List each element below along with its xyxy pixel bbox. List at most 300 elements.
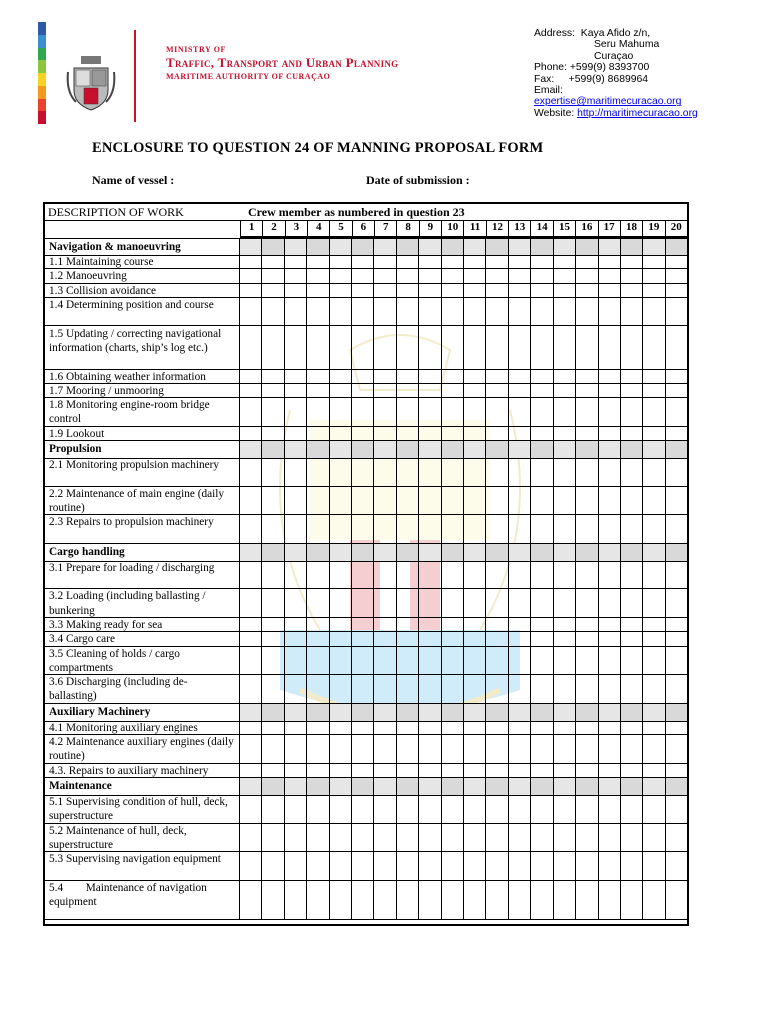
crew-assignment-cell[interactable] [261,254,283,268]
crew-assignment-cell[interactable] [553,457,575,486]
crew-assignment-cell[interactable] [351,734,373,763]
crew-assignment-cell[interactable] [240,560,261,589]
crew-assignment-cell[interactable] [620,851,642,880]
crew-assignment-cell[interactable] [418,397,440,426]
crew-assignment-cell[interactable] [665,268,687,282]
crew-assignment-cell[interactable] [575,560,597,589]
crew-assignment-cell[interactable] [665,646,687,675]
crew-assignment-cell[interactable] [598,268,620,282]
crew-assignment-cell[interactable] [329,588,351,617]
crew-assignment-cell[interactable] [306,254,328,268]
crew-assignment-cell[interactable] [642,720,664,734]
crew-assignment-cell[interactable] [620,383,642,397]
crew-assignment-cell[interactable] [441,283,463,297]
crew-assignment-cell[interactable] [485,880,507,919]
crew-assignment-cell[interactable] [418,514,440,543]
crew-assignment-cell[interactable] [351,560,373,589]
crew-assignment-cell[interactable] [463,617,485,631]
crew-assignment-cell[interactable] [351,254,373,268]
crew-assignment-cell[interactable] [620,268,642,282]
crew-assignment-cell[interactable] [441,720,463,734]
crew-assignment-cell[interactable] [261,674,283,703]
crew-assignment-cell[interactable] [329,283,351,297]
crew-assignment-cell[interactable] [508,297,530,326]
crew-assignment-cell[interactable] [642,617,664,631]
crew-assignment-cell[interactable] [665,297,687,326]
crew-assignment-cell[interactable] [418,851,440,880]
crew-assignment-cell[interactable] [642,326,664,369]
crew-assignment-cell[interactable] [240,486,261,515]
crew-assignment-cell[interactable] [485,674,507,703]
crew-assignment-cell[interactable] [396,674,418,703]
crew-assignment-cell[interactable] [642,560,664,589]
crew-assignment-cell[interactable] [575,646,597,675]
crew-assignment-cell[interactable] [553,383,575,397]
crew-assignment-cell[interactable] [373,369,395,383]
crew-assignment-cell[interactable] [418,426,440,440]
crew-assignment-cell[interactable] [306,457,328,486]
crew-assignment-cell[interactable] [530,397,552,426]
crew-assignment-cell[interactable] [508,880,530,919]
crew-assignment-cell[interactable] [575,588,597,617]
crew-assignment-cell[interactable] [575,254,597,268]
crew-assignment-cell[interactable] [351,283,373,297]
crew-assignment-cell[interactable] [418,794,440,823]
crew-assignment-cell[interactable] [261,617,283,631]
crew-assignment-cell[interactable] [508,720,530,734]
crew-assignment-cell[interactable] [306,880,328,919]
crew-assignment-cell[interactable] [396,297,418,326]
crew-assignment-cell[interactable] [530,617,552,631]
crew-assignment-cell[interactable] [642,383,664,397]
crew-assignment-cell[interactable] [530,457,552,486]
crew-assignment-cell[interactable] [351,369,373,383]
crew-assignment-cell[interactable] [620,397,642,426]
crew-assignment-cell[interactable] [284,383,306,397]
crew-assignment-cell[interactable] [485,646,507,675]
crew-assignment-cell[interactable] [329,326,351,369]
crew-assignment-cell[interactable] [396,851,418,880]
crew-assignment-cell[interactable] [485,794,507,823]
crew-assignment-cell[interactable] [284,823,306,852]
crew-assignment-cell[interactable] [284,588,306,617]
crew-assignment-cell[interactable] [508,631,530,645]
crew-assignment-cell[interactable] [665,880,687,919]
crew-assignment-cell[interactable] [642,268,664,282]
crew-assignment-cell[interactable] [642,514,664,543]
crew-assignment-cell[interactable] [373,617,395,631]
crew-assignment-cell[interactable] [351,426,373,440]
crew-assignment-cell[interactable] [642,646,664,675]
crew-assignment-cell[interactable] [306,369,328,383]
crew-assignment-cell[interactable] [553,851,575,880]
crew-assignment-cell[interactable] [665,369,687,383]
crew-assignment-cell[interactable] [240,734,261,763]
crew-assignment-cell[interactable] [598,397,620,426]
crew-assignment-cell[interactable] [508,383,530,397]
crew-assignment-cell[interactable] [642,588,664,617]
crew-assignment-cell[interactable] [530,823,552,852]
crew-assignment-cell[interactable] [418,646,440,675]
crew-assignment-cell[interactable] [373,734,395,763]
crew-assignment-cell[interactable] [418,283,440,297]
crew-assignment-cell[interactable] [351,486,373,515]
crew-assignment-cell[interactable] [598,720,620,734]
crew-assignment-cell[interactable] [261,823,283,852]
crew-assignment-cell[interactable] [485,383,507,397]
crew-assignment-cell[interactable] [530,326,552,369]
crew-assignment-cell[interactable] [665,397,687,426]
crew-assignment-cell[interactable] [575,369,597,383]
crew-assignment-cell[interactable] [418,674,440,703]
crew-assignment-cell[interactable] [485,369,507,383]
crew-assignment-cell[interactable] [329,823,351,852]
crew-assignment-cell[interactable] [396,268,418,282]
crew-assignment-cell[interactable] [463,426,485,440]
crew-assignment-cell[interactable] [306,426,328,440]
crew-assignment-cell[interactable] [665,514,687,543]
crew-assignment-cell[interactable] [575,617,597,631]
crew-assignment-cell[interactable] [665,763,687,777]
crew-assignment-cell[interactable] [665,486,687,515]
crew-assignment-cell[interactable] [575,851,597,880]
crew-assignment-cell[interactable] [642,763,664,777]
crew-assignment-cell[interactable] [329,720,351,734]
crew-assignment-cell[interactable] [284,674,306,703]
crew-assignment-cell[interactable] [306,268,328,282]
crew-assignment-cell[interactable] [240,794,261,823]
crew-assignment-cell[interactable] [418,326,440,369]
crew-assignment-cell[interactable] [329,631,351,645]
crew-assignment-cell[interactable] [261,326,283,369]
crew-assignment-cell[interactable] [598,794,620,823]
crew-assignment-cell[interactable] [284,486,306,515]
crew-assignment-cell[interactable] [441,617,463,631]
crew-assignment-cell[interactable] [530,268,552,282]
crew-assignment-cell[interactable] [620,720,642,734]
crew-assignment-cell[interactable] [329,674,351,703]
crew-assignment-cell[interactable] [553,426,575,440]
crew-assignment-cell[interactable] [329,880,351,919]
crew-assignment-cell[interactable] [329,297,351,326]
crew-assignment-cell[interactable] [351,646,373,675]
crew-assignment-cell[interactable] [396,457,418,486]
crew-assignment-cell[interactable] [553,720,575,734]
crew-assignment-cell[interactable] [396,794,418,823]
crew-assignment-cell[interactable] [240,254,261,268]
crew-assignment-cell[interactable] [485,283,507,297]
crew-assignment-cell[interactable] [261,457,283,486]
crew-assignment-cell[interactable] [553,297,575,326]
crew-assignment-cell[interactable] [373,268,395,282]
crew-assignment-cell[interactable] [306,397,328,426]
crew-assignment-cell[interactable] [261,794,283,823]
crew-assignment-cell[interactable] [620,486,642,515]
crew-assignment-cell[interactable] [240,763,261,777]
crew-assignment-cell[interactable] [463,674,485,703]
crew-assignment-cell[interactable] [240,720,261,734]
crew-assignment-cell[interactable] [441,851,463,880]
crew-assignment-cell[interactable] [306,326,328,369]
crew-assignment-cell[interactable] [329,514,351,543]
crew-assignment-cell[interactable] [620,734,642,763]
crew-assignment-cell[interactable] [530,560,552,589]
crew-assignment-cell[interactable] [351,397,373,426]
crew-assignment-cell[interactable] [284,631,306,645]
crew-assignment-cell[interactable] [284,646,306,675]
crew-assignment-cell[interactable] [642,880,664,919]
crew-assignment-cell[interactable] [463,851,485,880]
crew-assignment-cell[interactable] [665,851,687,880]
crew-assignment-cell[interactable] [575,326,597,369]
crew-assignment-cell[interactable] [261,880,283,919]
crew-assignment-cell[interactable] [508,646,530,675]
crew-assignment-cell[interactable] [351,297,373,326]
crew-assignment-cell[interactable] [665,326,687,369]
crew-assignment-cell[interactable] [396,397,418,426]
crew-assignment-cell[interactable] [508,426,530,440]
crew-assignment-cell[interactable] [441,457,463,486]
crew-assignment-cell[interactable] [463,560,485,589]
crew-assignment-cell[interactable] [240,383,261,397]
crew-assignment-cell[interactable] [575,486,597,515]
crew-assignment-cell[interactable] [575,514,597,543]
crew-assignment-cell[interactable] [306,560,328,589]
crew-assignment-cell[interactable] [284,297,306,326]
crew-assignment-cell[interactable] [508,514,530,543]
crew-assignment-cell[interactable] [665,254,687,268]
crew-assignment-cell[interactable] [329,851,351,880]
crew-assignment-cell[interactable] [508,326,530,369]
crew-assignment-cell[interactable] [396,720,418,734]
crew-assignment-cell[interactable] [441,763,463,777]
crew-assignment-cell[interactable] [575,794,597,823]
crew-assignment-cell[interactable] [485,631,507,645]
crew-assignment-cell[interactable] [373,254,395,268]
crew-assignment-cell[interactable] [373,560,395,589]
crew-assignment-cell[interactable] [373,283,395,297]
crew-assignment-cell[interactable] [396,283,418,297]
crew-assignment-cell[interactable] [508,588,530,617]
crew-assignment-cell[interactable] [373,631,395,645]
crew-assignment-cell[interactable] [373,763,395,777]
crew-assignment-cell[interactable] [418,631,440,645]
crew-assignment-cell[interactable] [441,383,463,397]
crew-assignment-cell[interactable] [665,823,687,852]
crew-assignment-cell[interactable] [553,560,575,589]
crew-assignment-cell[interactable] [553,369,575,383]
crew-assignment-cell[interactable] [553,326,575,369]
crew-assignment-cell[interactable] [508,486,530,515]
crew-assignment-cell[interactable] [351,588,373,617]
crew-assignment-cell[interactable] [261,283,283,297]
crew-assignment-cell[interactable] [530,851,552,880]
crew-assignment-cell[interactable] [485,297,507,326]
crew-assignment-cell[interactable] [306,823,328,852]
crew-assignment-cell[interactable] [240,631,261,645]
crew-assignment-cell[interactable] [463,397,485,426]
crew-assignment-cell[interactable] [463,588,485,617]
crew-assignment-cell[interactable] [351,794,373,823]
crew-assignment-cell[interactable] [575,397,597,426]
crew-assignment-cell[interactable] [665,631,687,645]
crew-assignment-cell[interactable] [665,283,687,297]
crew-assignment-cell[interactable] [508,823,530,852]
crew-assignment-cell[interactable] [418,823,440,852]
crew-assignment-cell[interactable] [463,763,485,777]
crew-assignment-cell[interactable] [396,514,418,543]
crew-assignment-cell[interactable] [508,851,530,880]
crew-assignment-cell[interactable] [261,588,283,617]
crew-assignment-cell[interactable] [329,397,351,426]
crew-assignment-cell[interactable] [329,254,351,268]
crew-assignment-cell[interactable] [418,560,440,589]
crew-assignment-cell[interactable] [598,254,620,268]
crew-assignment-cell[interactable] [396,383,418,397]
crew-assignment-cell[interactable] [508,283,530,297]
crew-assignment-cell[interactable] [463,254,485,268]
crew-assignment-cell[interactable] [553,283,575,297]
crew-assignment-cell[interactable] [620,457,642,486]
crew-assignment-cell[interactable] [485,254,507,268]
crew-assignment-cell[interactable] [485,457,507,486]
crew-assignment-cell[interactable] [485,588,507,617]
crew-assignment-cell[interactable] [396,254,418,268]
crew-assignment-cell[interactable] [665,588,687,617]
crew-assignment-cell[interactable] [620,763,642,777]
crew-assignment-cell[interactable] [351,383,373,397]
crew-assignment-cell[interactable] [418,617,440,631]
crew-assignment-cell[interactable] [530,283,552,297]
crew-assignment-cell[interactable] [508,254,530,268]
crew-assignment-cell[interactable] [575,763,597,777]
crew-assignment-cell[interactable] [373,880,395,919]
crew-assignment-cell[interactable] [329,426,351,440]
crew-assignment-cell[interactable] [373,326,395,369]
crew-assignment-cell[interactable] [530,383,552,397]
website-link[interactable]: http://maritimecuracao.org [577,107,698,119]
crew-assignment-cell[interactable] [418,734,440,763]
crew-assignment-cell[interactable] [485,326,507,369]
crew-assignment-cell[interactable] [530,486,552,515]
crew-assignment-cell[interactable] [351,631,373,645]
crew-assignment-cell[interactable] [441,369,463,383]
crew-assignment-cell[interactable] [373,426,395,440]
crew-assignment-cell[interactable] [373,823,395,852]
crew-assignment-cell[interactable] [642,851,664,880]
crew-assignment-cell[interactable] [642,486,664,515]
crew-assignment-cell[interactable] [642,369,664,383]
crew-assignment-cell[interactable] [418,486,440,515]
crew-assignment-cell[interactable] [530,734,552,763]
crew-assignment-cell[interactable] [306,763,328,777]
crew-assignment-cell[interactable] [620,297,642,326]
crew-assignment-cell[interactable] [553,646,575,675]
crew-assignment-cell[interactable] [620,369,642,383]
crew-assignment-cell[interactable] [329,486,351,515]
crew-assignment-cell[interactable] [284,326,306,369]
crew-assignment-cell[interactable] [553,823,575,852]
crew-assignment-cell[interactable] [508,457,530,486]
crew-assignment-cell[interactable] [642,254,664,268]
crew-assignment-cell[interactable] [261,486,283,515]
crew-assignment-cell[interactable] [463,720,485,734]
crew-assignment-cell[interactable] [441,880,463,919]
crew-assignment-cell[interactable] [351,763,373,777]
crew-assignment-cell[interactable] [463,383,485,397]
crew-assignment-cell[interactable] [261,560,283,589]
crew-assignment-cell[interactable] [396,426,418,440]
crew-assignment-cell[interactable] [373,457,395,486]
crew-assignment-cell[interactable] [598,369,620,383]
crew-assignment-cell[interactable] [306,734,328,763]
crew-assignment-cell[interactable] [261,631,283,645]
crew-assignment-cell[interactable] [553,397,575,426]
crew-assignment-cell[interactable] [373,588,395,617]
crew-assignment-cell[interactable] [620,823,642,852]
crew-assignment-cell[interactable] [284,880,306,919]
crew-assignment-cell[interactable] [396,486,418,515]
crew-assignment-cell[interactable] [575,426,597,440]
crew-assignment-cell[interactable] [240,457,261,486]
crew-assignment-cell[interactable] [351,851,373,880]
crew-assignment-cell[interactable] [553,631,575,645]
crew-assignment-cell[interactable] [351,326,373,369]
crew-assignment-cell[interactable] [485,560,507,589]
crew-assignment-cell[interactable] [373,383,395,397]
crew-assignment-cell[interactable] [306,486,328,515]
crew-assignment-cell[interactable] [418,369,440,383]
crew-assignment-cell[interactable] [620,880,642,919]
crew-assignment-cell[interactable] [598,674,620,703]
crew-assignment-cell[interactable] [396,560,418,589]
crew-assignment-cell[interactable] [485,486,507,515]
crew-assignment-cell[interactable] [351,268,373,282]
crew-assignment-cell[interactable] [665,734,687,763]
crew-assignment-cell[interactable] [396,369,418,383]
crew-assignment-cell[interactable] [240,617,261,631]
crew-assignment-cell[interactable] [665,720,687,734]
crew-assignment-cell[interactable] [508,734,530,763]
crew-assignment-cell[interactable] [329,617,351,631]
crew-assignment-cell[interactable] [284,763,306,777]
crew-assignment-cell[interactable] [240,851,261,880]
crew-assignment-cell[interactable] [598,880,620,919]
crew-assignment-cell[interactable] [463,486,485,515]
crew-assignment-cell[interactable] [284,720,306,734]
crew-assignment-cell[interactable] [598,851,620,880]
crew-assignment-cell[interactable] [575,297,597,326]
crew-assignment-cell[interactable] [284,560,306,589]
crew-assignment-cell[interactable] [261,426,283,440]
crew-assignment-cell[interactable] [553,617,575,631]
crew-assignment-cell[interactable] [351,880,373,919]
crew-assignment-cell[interactable] [463,326,485,369]
crew-assignment-cell[interactable] [306,588,328,617]
crew-assignment-cell[interactable] [463,297,485,326]
crew-assignment-cell[interactable] [329,383,351,397]
crew-assignment-cell[interactable] [620,631,642,645]
crew-assignment-cell[interactable] [284,734,306,763]
crew-assignment-cell[interactable] [530,720,552,734]
crew-assignment-cell[interactable] [575,283,597,297]
crew-assignment-cell[interactable] [598,560,620,589]
crew-assignment-cell[interactable] [575,457,597,486]
crew-assignment-cell[interactable] [284,283,306,297]
crew-assignment-cell[interactable] [351,617,373,631]
crew-assignment-cell[interactable] [261,734,283,763]
crew-assignment-cell[interactable] [620,514,642,543]
